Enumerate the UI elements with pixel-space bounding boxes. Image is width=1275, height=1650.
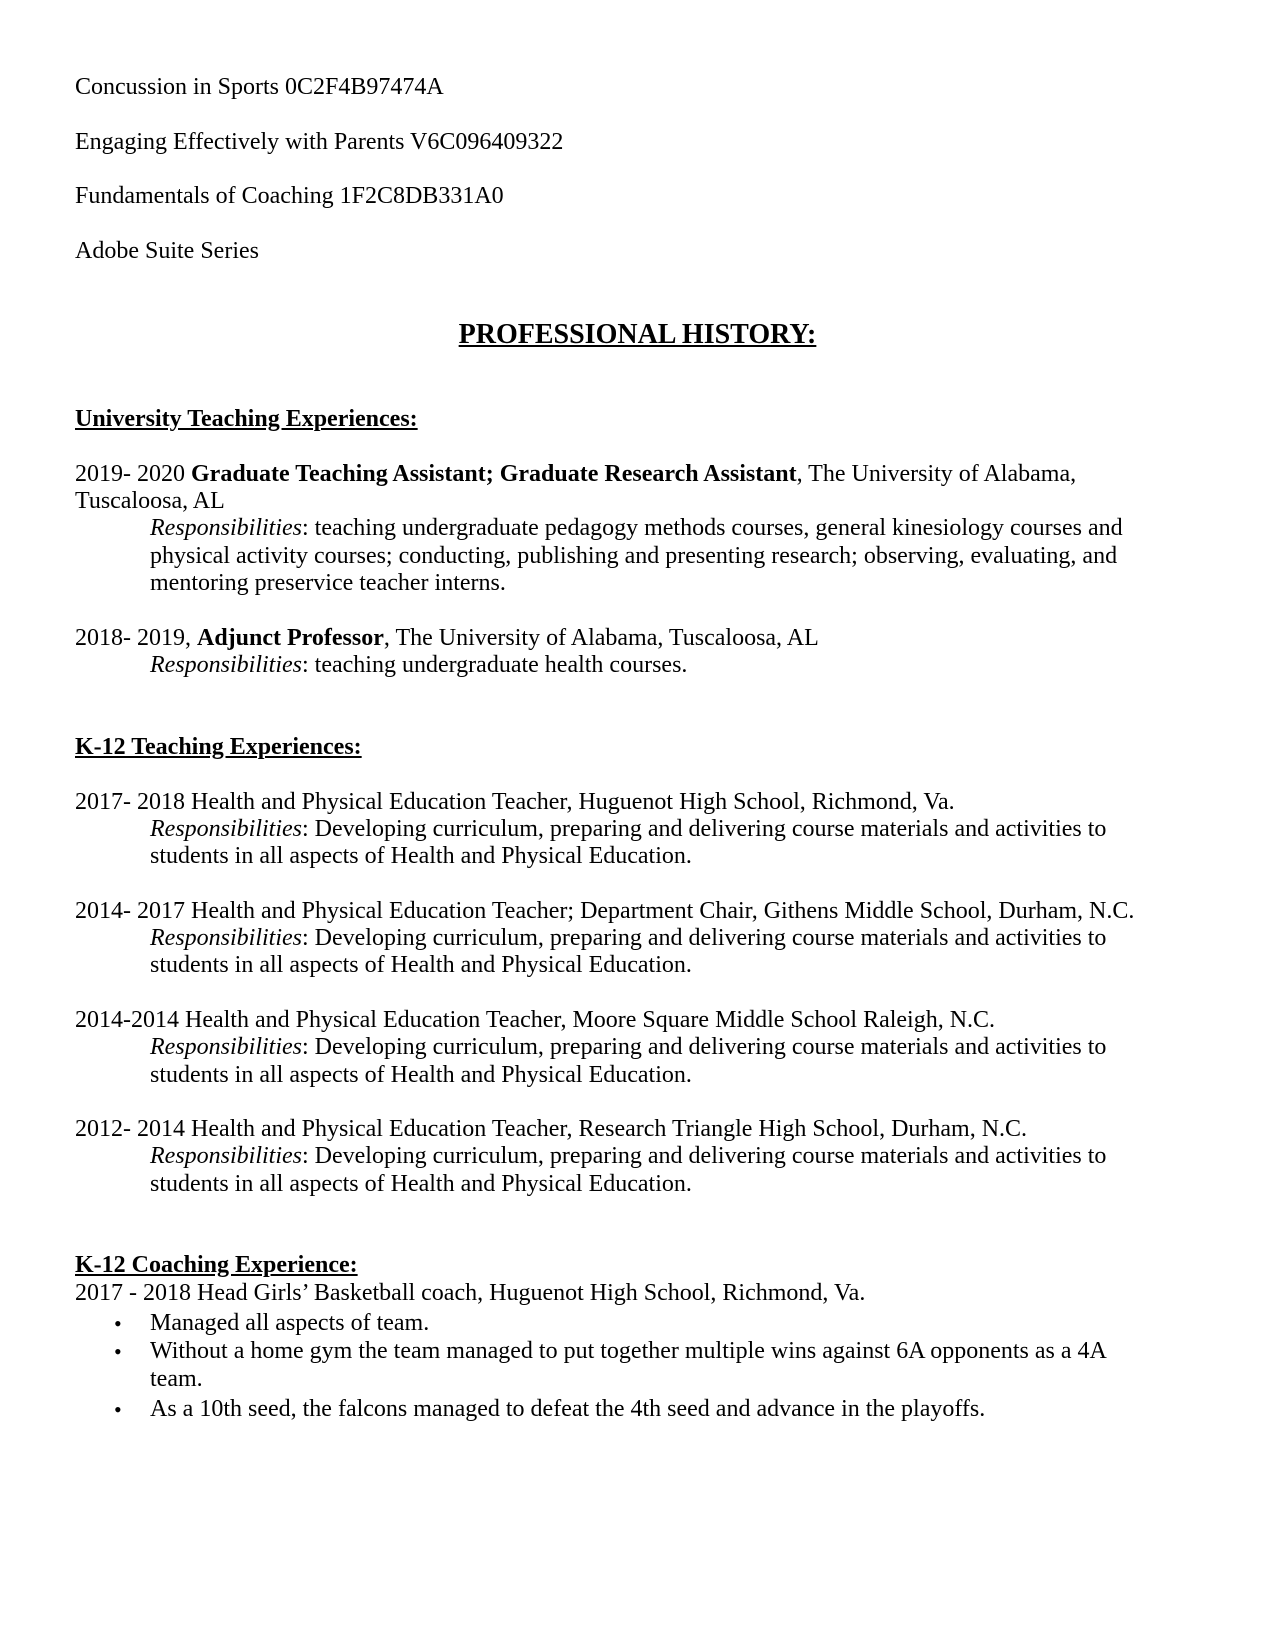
k12-coaching-heading: K-12 Coaching Experience: bbox=[75, 1252, 358, 1278]
entry-years: 2018- 2019, bbox=[75, 625, 197, 651]
bullet-icon: • bbox=[114, 1339, 122, 1364]
university-entry-2-line bbox=[75, 624, 819, 653]
bullet-item-continued: team. bbox=[150, 1366, 203, 1392]
k12-entry-line: 2017- 2018 Health and Physical Education Teacher, Huguenot High School, Richmond, Va. bbox=[75, 789, 955, 815]
k12-teaching-heading: K-12 Teaching Experiences: bbox=[75, 734, 362, 760]
responsibilities-line bbox=[150, 1033, 1106, 1062]
responsibilities-text: students in all aspects of Health and Physical Education. bbox=[150, 952, 692, 978]
university-entry-1-line bbox=[75, 460, 1076, 489]
certification-item: Fundamentals of Coaching 1F2C8DB331A0 bbox=[75, 183, 504, 209]
section-title: PROFESSIONAL HISTORY: bbox=[458, 319, 817, 350]
bullet-item: Without a home gym the team managed to put together multiple wins against 6A opponents as a 4A bbox=[150, 1338, 1107, 1364]
responsibilities-text: mentoring preservice teacher interns. bbox=[150, 570, 506, 596]
responsibilities-text: physical activity courses; conducting, publishing and presenting research; observing, evaluating, and bbox=[150, 543, 1118, 569]
bullet-icon: • bbox=[114, 1397, 122, 1422]
certification-item: Adobe Suite Series bbox=[75, 238, 259, 264]
responsibilities-line bbox=[150, 651, 687, 680]
entry-org: , The University of Alabama, Tuscaloosa, AL bbox=[383, 625, 819, 651]
entry-org-continued: Tuscaloosa, AL bbox=[75, 488, 225, 514]
bullet-item: As a 10th seed, the falcons managed to defeat the 4th seed and advance in the playoffs. bbox=[150, 1396, 986, 1422]
certification-item: Concussion in Sports 0C2F4B97474A bbox=[75, 74, 444, 100]
responsibilities-text: : Developing curriculum, preparing and delivering course materials and activities to bbox=[302, 925, 1107, 951]
responsibilities-text: : teaching undergraduate health courses. bbox=[302, 652, 688, 678]
entry-org: , The University of Alabama, bbox=[796, 461, 1077, 487]
responsibilities-text: students in all aspects of Health and Physical Education. bbox=[150, 1062, 692, 1088]
responsibilities-label: Responsibilities bbox=[150, 925, 302, 951]
coaching-entry-line: 2017 - 2018 Head Girls’ Basketball coach, Huguenot High School, Richmond, Va. bbox=[75, 1280, 866, 1306]
responsibilities-line bbox=[150, 924, 1106, 953]
responsibilities-line bbox=[150, 514, 1123, 543]
entry-title: Graduate Teaching Assistant; Graduate Research Assistant bbox=[191, 461, 797, 487]
k12-entry-line: 2012- 2014 Health and Physical Education Teacher, Research Triangle High School, Durham, N.C. bbox=[75, 1116, 1028, 1142]
responsibilities-label: Responsibilities bbox=[150, 1034, 302, 1060]
responsibilities-label: Responsibilities bbox=[150, 1143, 302, 1169]
responsibilities-text: students in all aspects of Health and Physical Education. bbox=[150, 1171, 692, 1197]
responsibilities-line bbox=[150, 815, 1106, 844]
university-teaching-heading: University Teaching Experiences: bbox=[75, 406, 418, 432]
responsibilities-label: Responsibilities bbox=[150, 515, 302, 541]
responsibilities-text: students in all aspects of Health and Physical Education. bbox=[150, 843, 692, 869]
responsibilities-line bbox=[150, 1142, 1106, 1171]
responsibilities-label: Responsibilities bbox=[150, 652, 302, 678]
responsibilities-label: Responsibilities bbox=[150, 816, 302, 842]
responsibilities-text: : Developing curriculum, preparing and delivering course materials and activities to bbox=[302, 1034, 1107, 1060]
certification-item: Engaging Effectively with Parents V6C096409322 bbox=[75, 129, 564, 155]
entry-years: 2019- 2020 bbox=[75, 461, 191, 487]
bullet-icon: • bbox=[114, 1311, 122, 1336]
entry-title: Adjunct Professor bbox=[197, 625, 384, 651]
responsibilities-text: : Developing curriculum, preparing and delivering course materials and activities to bbox=[302, 1143, 1107, 1169]
responsibilities-text: : Developing curriculum, preparing and delivering course materials and activities to bbox=[302, 816, 1107, 842]
responsibilities-text: : teaching undergraduate pedagogy methods courses, general kinesiology courses and bbox=[302, 515, 1123, 541]
k12-entry-line: 2014-2014 Health and Physical Education Teacher, Moore Square Middle School Raleigh, N.C. bbox=[75, 1007, 996, 1033]
k12-entry-line: 2014- 2017 Health and Physical Education Teacher; Department Chair, Githens Middle School, Durham, N.C. bbox=[75, 898, 1135, 924]
bullet-item: Managed all aspects of team. bbox=[150, 1310, 430, 1336]
